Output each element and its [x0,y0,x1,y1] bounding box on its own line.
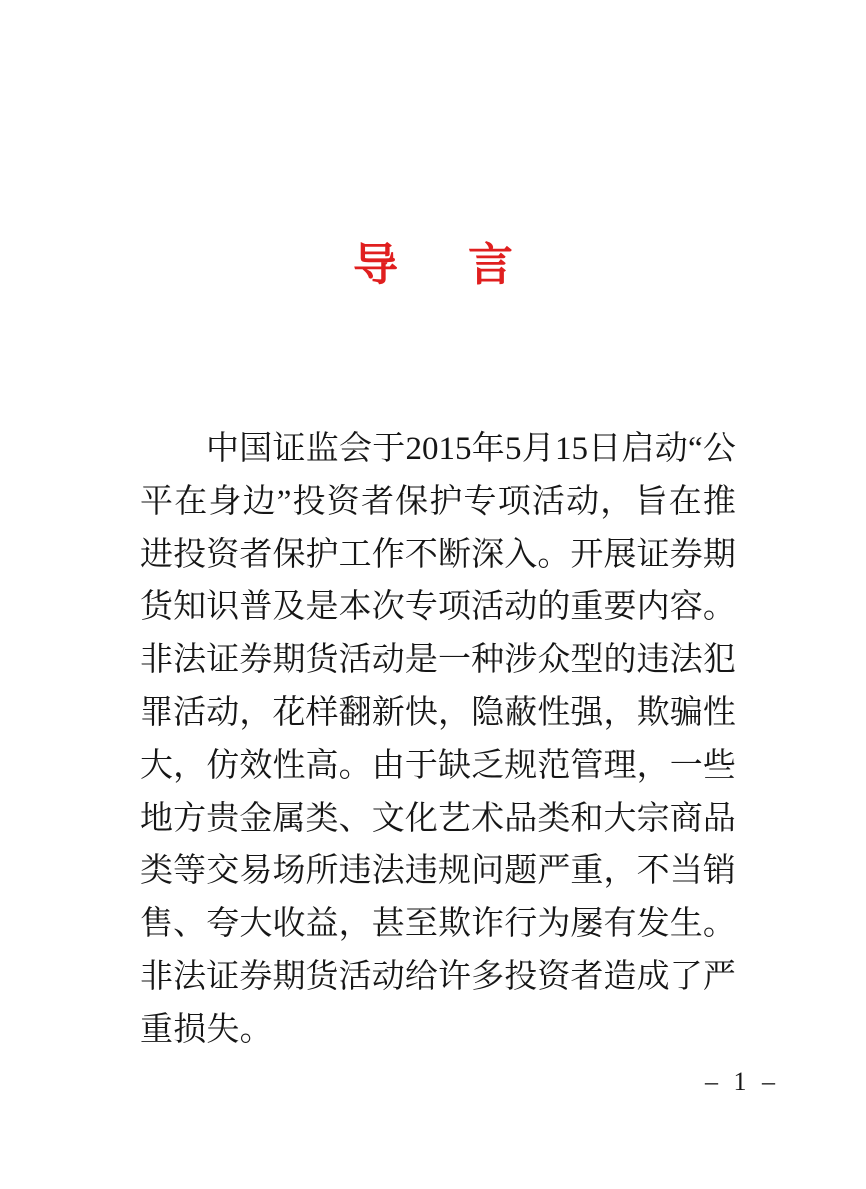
body-text-line: 地 方 贵 金 属 类 、 文 化 艺 术 品 类 和 大 宗 商 品 [140,800,736,837]
body-text-line: 类 等 交 易 场 所 违 法 违 规 问 题 严 重 ， 不 当 销 [140,853,736,890]
page-title [0,242,866,290]
body-text-line: 货 知 识 普 及 是 本 次 专 项 活 动 的 重 要 内 容 。 [140,589,736,626]
body-text-line: 售 、 夸 大 收 益 ， 甚 至 欺 诈 行 为 屡 有 发 生 。 [140,906,736,943]
body-text-line: 非 法 证 券 期 货 活 动 给 许 多 投 资 者 造 成 了 严 [140,958,736,995]
title-char-right: 言 [468,240,514,290]
body-text-line: 重 损 失 。 [140,1011,273,1048]
body-text-line: 平 在 身 边 ” 投 资 者 保 护 专 项 活 动 ， 旨 在 推 [140,483,736,520]
body-text-line: 大 ， 仿 效 性 高 。 由 于 缺 乏 规 范 管 理 ， 一 些 [140,747,736,784]
body-text-line: 非 法 证 券 期 货 活 动 是 一 种 涉 众 型 的 违 法 犯 [140,642,736,679]
title-char-left: 导 [352,240,398,290]
body-text-line: 进 投 资 者 保 护 工 作 不 断 深 入 。 开 展 证 券 期 [140,536,736,573]
body-text-line: 罪 活 动 ， 花 样 翻 新 快 ， 隐 蔽 性 强 ， 欺 骗 性 [140,694,736,731]
body-text-line: 中 国 证 监 会 于 2015 年 5 月 15 日 启 动 “ 公 [206,431,736,467]
page-number: – 1 – [705,1067,775,1096]
body-text [140,423,736,1057]
